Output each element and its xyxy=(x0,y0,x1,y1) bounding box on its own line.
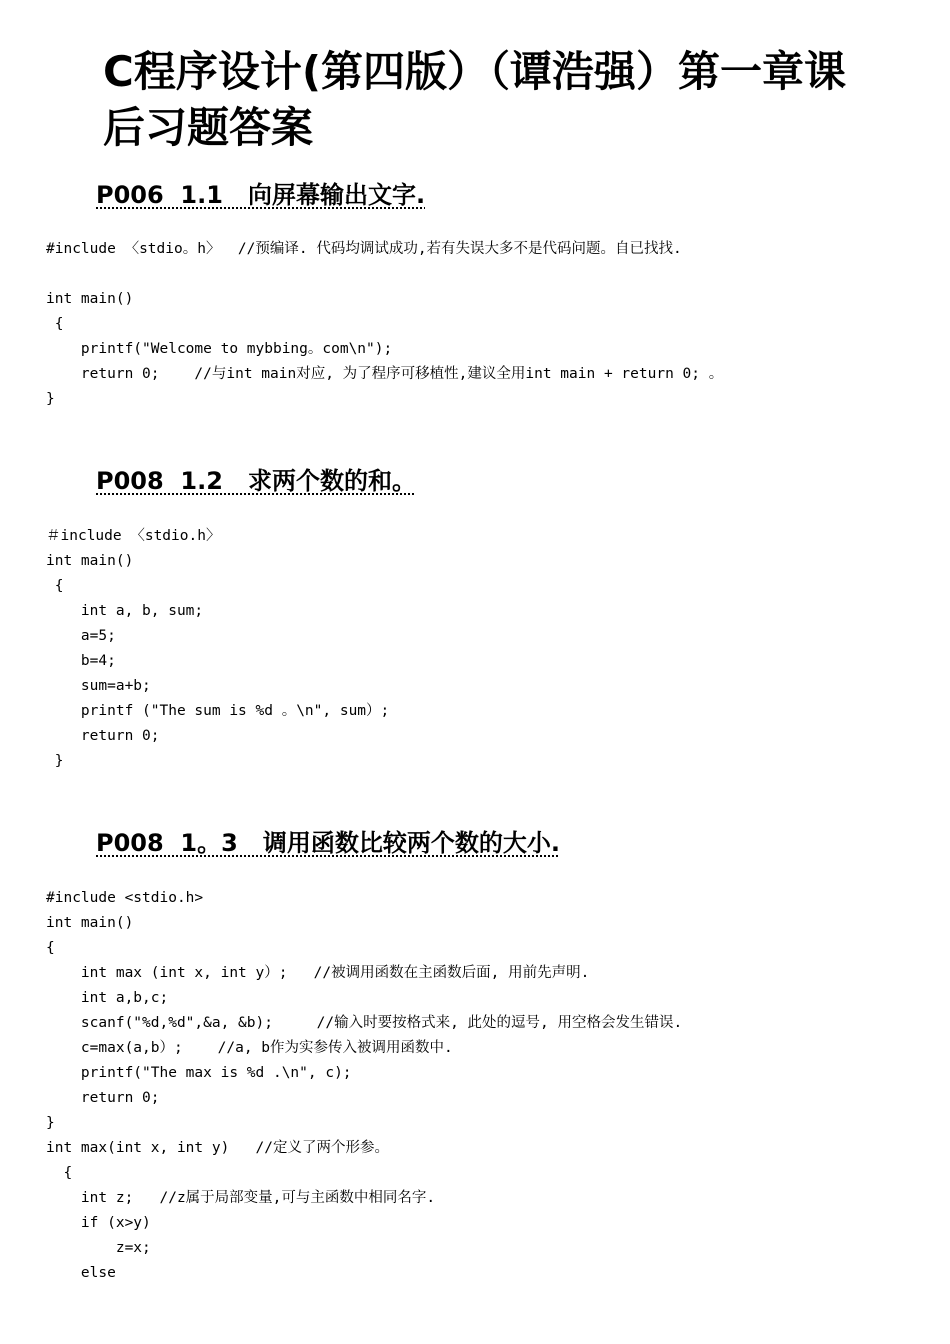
code-line: return 0; //与int main对应, 为了程序可移植性,建议全用int main + return 0; 。 xyxy=(46,366,724,382)
code-line: { xyxy=(46,316,64,332)
code-line: int max(int x, int y) //定义了两个形参。 xyxy=(46,1140,389,1156)
code-line: sum=a+b; xyxy=(46,678,151,694)
code-line: int max (int x, int y）; //被调用函数在主函数后面, 用前先声明. xyxy=(46,965,590,981)
code-line: #include 〈stdio。h〉 //预编译. 代码均调试成功,若有失误大多不是代码问题。自已找找. xyxy=(46,241,682,257)
code-line: a=5; xyxy=(46,628,116,644)
section-heading-1: P006 1.1 向屏幕输出文字. xyxy=(96,181,426,209)
code-line: int a,b,c; xyxy=(46,990,169,1006)
code-line: return 0; xyxy=(46,1090,160,1106)
title-line-1: C程序设计(第四版）（谭浩强）第一章课 xyxy=(103,47,847,96)
code-line: z=x; xyxy=(46,1240,151,1256)
code-line: printf ("The sum is %d 。\n", sum）; xyxy=(46,703,390,719)
code-line: } xyxy=(46,1115,55,1131)
code-line: int main() xyxy=(46,291,134,307)
code-line: int main() xyxy=(46,553,134,569)
code-line: { xyxy=(46,578,64,594)
code-block-3 xyxy=(46,886,682,1286)
document-title xyxy=(103,44,933,156)
code-line: else xyxy=(46,1265,116,1281)
code-line: } xyxy=(46,391,55,407)
title-line-2: 后习题答案 xyxy=(103,103,314,152)
code-line: scanf("%d,%d",&a, &b); //输入时要按格式来, 此处的逗号, 用空格会发生错误. xyxy=(46,1015,683,1031)
code-line: return 0; xyxy=(46,728,160,744)
section-heading-3: P008 1。3 调用函数比较两个数的大小. xyxy=(96,829,560,857)
code-line: { xyxy=(46,940,55,956)
code-line: printf("Welcome to mybbing。com\n"); xyxy=(46,341,393,357)
code-line: int main() xyxy=(46,915,134,931)
code-line: if (x>y) xyxy=(46,1215,151,1231)
code-block-1 xyxy=(46,237,723,412)
code-line: b=4; xyxy=(46,653,116,669)
code-line xyxy=(46,262,723,287)
code-line: printf("The max is %d .\n", c); xyxy=(46,1065,352,1081)
section-heading-2: P008 1.2 求两个数的和。 xyxy=(96,467,416,495)
code-line: #include <stdio.h> xyxy=(46,890,204,906)
code-line: c=max(a,b）; //a, b作为实参传入被调用函数中. xyxy=(46,1040,453,1056)
code-line: int a, b, sum; xyxy=(46,603,204,619)
code-line: { xyxy=(46,1165,73,1181)
code-line: ＃include 〈stdio.h〉 xyxy=(46,528,221,544)
code-line: } xyxy=(46,753,64,769)
code-block-2 xyxy=(46,524,389,774)
code-line: int z; //z属于局部变量,可与主函数中相同名字. xyxy=(46,1190,436,1206)
